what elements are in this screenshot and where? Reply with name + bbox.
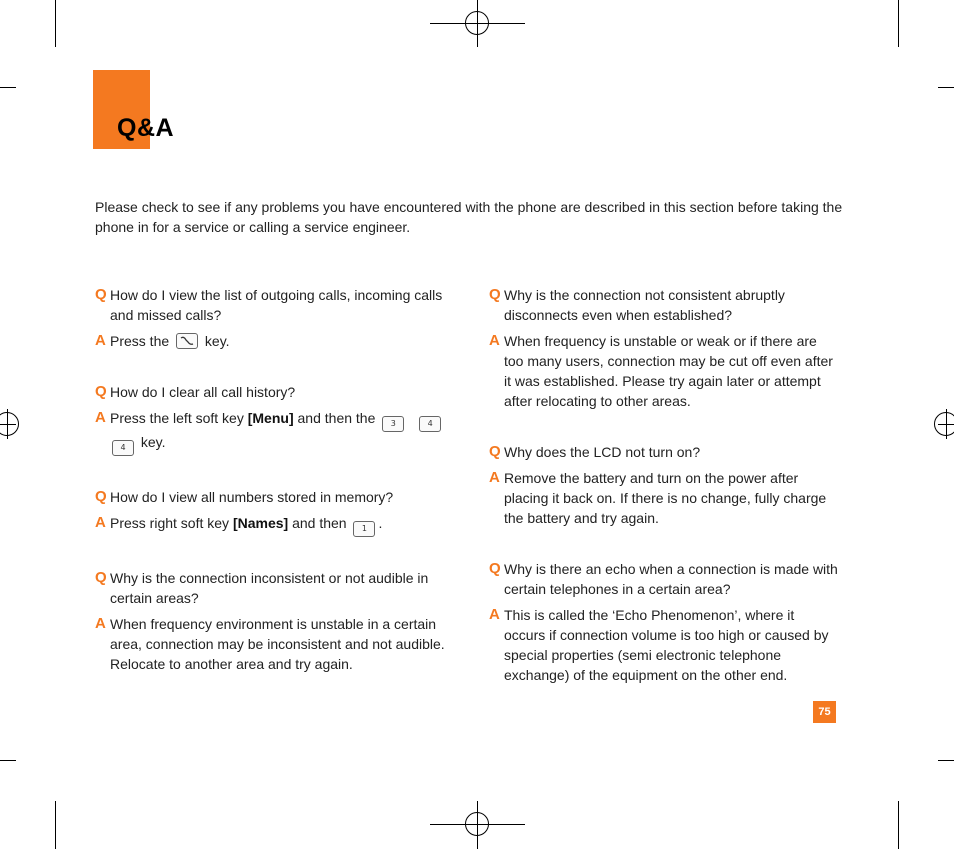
qa-item: [489, 285, 839, 411]
qa-item: [489, 442, 839, 528]
key-1-icon: 1: [353, 521, 375, 537]
question-marker: Q: [95, 286, 107, 303]
question-marker: Q: [95, 488, 107, 505]
answer-marker: A: [489, 469, 500, 486]
answer-marker: A: [95, 514, 106, 531]
question-marker: Q: [489, 560, 501, 577]
answer-marker: A: [95, 615, 106, 632]
qa-item: [489, 559, 839, 685]
answer-text-end: .: [378, 515, 383, 531]
page-number: 75: [813, 701, 836, 723]
qa-item: [95, 285, 445, 351]
crop-mark-bottom-left-vertical: [55, 801, 56, 849]
answer-text: When frequency is unstable or weak or if there are too many users, connection may be cut off even after it was established. Please try again later or attempt after relocating to other areas.: [504, 333, 833, 409]
answer-marker: A: [489, 606, 500, 623]
crop-mark-top-right-vertical: [898, 0, 899, 47]
answer-text-end: key.: [140, 434, 166, 450]
crop-mark-top-left-vertical: [55, 0, 56, 47]
answer-text: This is called the ‘Echo Phenomenon’, where it occurs if connection volume is too high or caused by special properties (semi electronic telephone exchange) of the equipment on the other end.: [504, 607, 829, 683]
send-key-icon: [176, 333, 198, 349]
key-4-icon: 4: [419, 416, 441, 432]
answer-text-end: key.: [204, 333, 230, 349]
crop-mark-top-right-horizontal: [938, 87, 954, 88]
answer-marker: A: [95, 332, 106, 349]
question-text: Why is there an echo when a connection is made with certain telephones in a certain area?: [504, 561, 838, 597]
answer-text-middle: and then the: [297, 410, 376, 426]
intro-paragraph: Please check to see if any problems you have encountered with the phone are described in this section before taking the phone in for a service or calling a service engineer.: [95, 199, 843, 235]
answer-marker: A: [95, 409, 106, 426]
answer-text: Press the left soft key: [110, 410, 244, 426]
menu-softkey-label: [Menu]: [247, 410, 294, 426]
question-text: How do I view the list of outgoing calls, incoming calls and missed calls?: [110, 287, 443, 323]
left-column: [95, 285, 445, 674]
crop-mark-bottom-right-vertical: [898, 801, 899, 849]
crop-mark-bottom-left-horizontal: [0, 760, 16, 761]
question-text: How do I view all numbers stored in memory?: [110, 489, 394, 505]
answer-text: Press the: [110, 333, 170, 349]
question-marker: Q: [489, 443, 501, 460]
qa-item: [95, 568, 445, 674]
question-text: Why does the LCD not turn on?: [504, 444, 701, 460]
answer-text-middle: and then: [292, 515, 347, 531]
names-softkey-label: [Names]: [232, 515, 289, 531]
page-title: Q&A: [117, 114, 175, 142]
key-3-icon: 3: [382, 416, 404, 432]
qa-item: [95, 487, 445, 537]
question-text: Why is the connection inconsistent or not audible in certain areas?: [110, 570, 429, 606]
answer-marker: A: [489, 332, 500, 349]
key-4-icon: 4: [112, 440, 134, 456]
question-text: How do I clear all call history?: [110, 384, 296, 400]
crop-mark-bottom-right-horizontal: [938, 760, 954, 761]
crop-mark-top-left-horizontal: [0, 87, 16, 88]
answer-text: Remove the battery and turn on the power after placing it back on. If there is no change, fully charge the battery and try again.: [504, 470, 827, 526]
question-marker: Q: [489, 286, 501, 303]
qa-item: [95, 382, 445, 456]
right-column: [489, 285, 839, 685]
answer-text: Press right soft key: [110, 515, 230, 531]
question-text: Why is the connection not consistent abruptly disconnects even when established?: [504, 287, 785, 323]
question-marker: Q: [95, 569, 107, 586]
question-marker: Q: [95, 383, 107, 400]
answer-text: When frequency environment is unstable in a certain area, connection may be inconsistent and not audible. Relocate to another area and try again.: [110, 616, 445, 672]
